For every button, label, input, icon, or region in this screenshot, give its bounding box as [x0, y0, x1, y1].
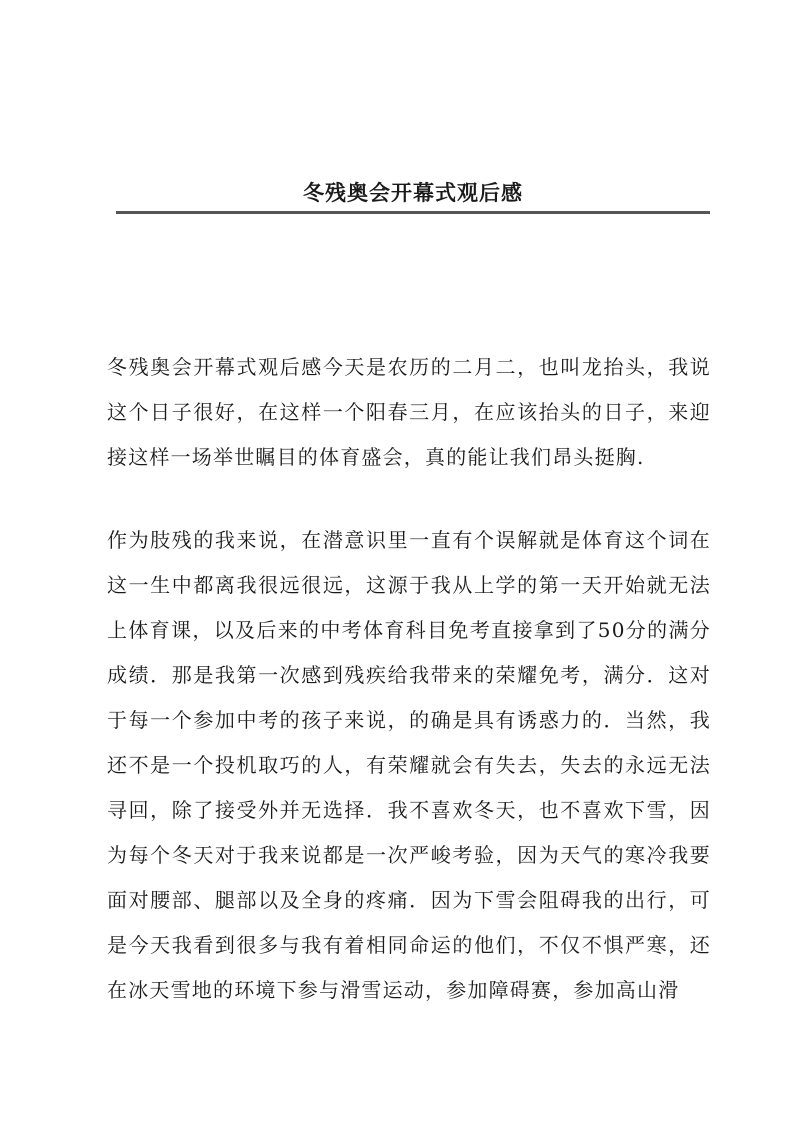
body-paragraph: 冬残奥会开幕式观后感今天是农历的二月二，也叫龙抬头，我说这个日子很好，在这样一个阳春三月，在应该抬头的日子，来迎接这样一场举世瞩目的体育盛会，真的能让我们昂头挺胸. — [107, 355, 711, 469]
title-underline — [116, 211, 710, 214]
page-title: 冬残奥会开幕式观后感 — [303, 180, 523, 206]
body-paragraph: 作为肢残的我来说，在潜意识里一直有个误解就是体育这个词在这一生中都离我很远很远，这源于我从上学的第一天开始就无法上体育课，以及后来的中考体育科目免考直接拿到了50分的满分成绩．那是我第一次感到残疾给我带来的荣耀免考，满分．这对于每一个参加中考的孩子来说，的确是具有诱惑力的．当然，我还不是一个投机取巧的人，有荣耀就会有失去，失去的永远无法寻回，除了接受外并无选择．我不喜欢冬天，也不喜欢下雪，因为每个冬天对于我来说都是一次严峻考验，因为天气的寒冷我要面对腰部、腿部以及全身的疼痛．因为下雪会阻碍我的出行，可是今天我看到很多与我有着相同命运的他们，不仅不惧严寒，还在冰天雪地的环境下参与滑雪运动，参加障碍赛，参加高山滑 — [107, 528, 711, 1002]
